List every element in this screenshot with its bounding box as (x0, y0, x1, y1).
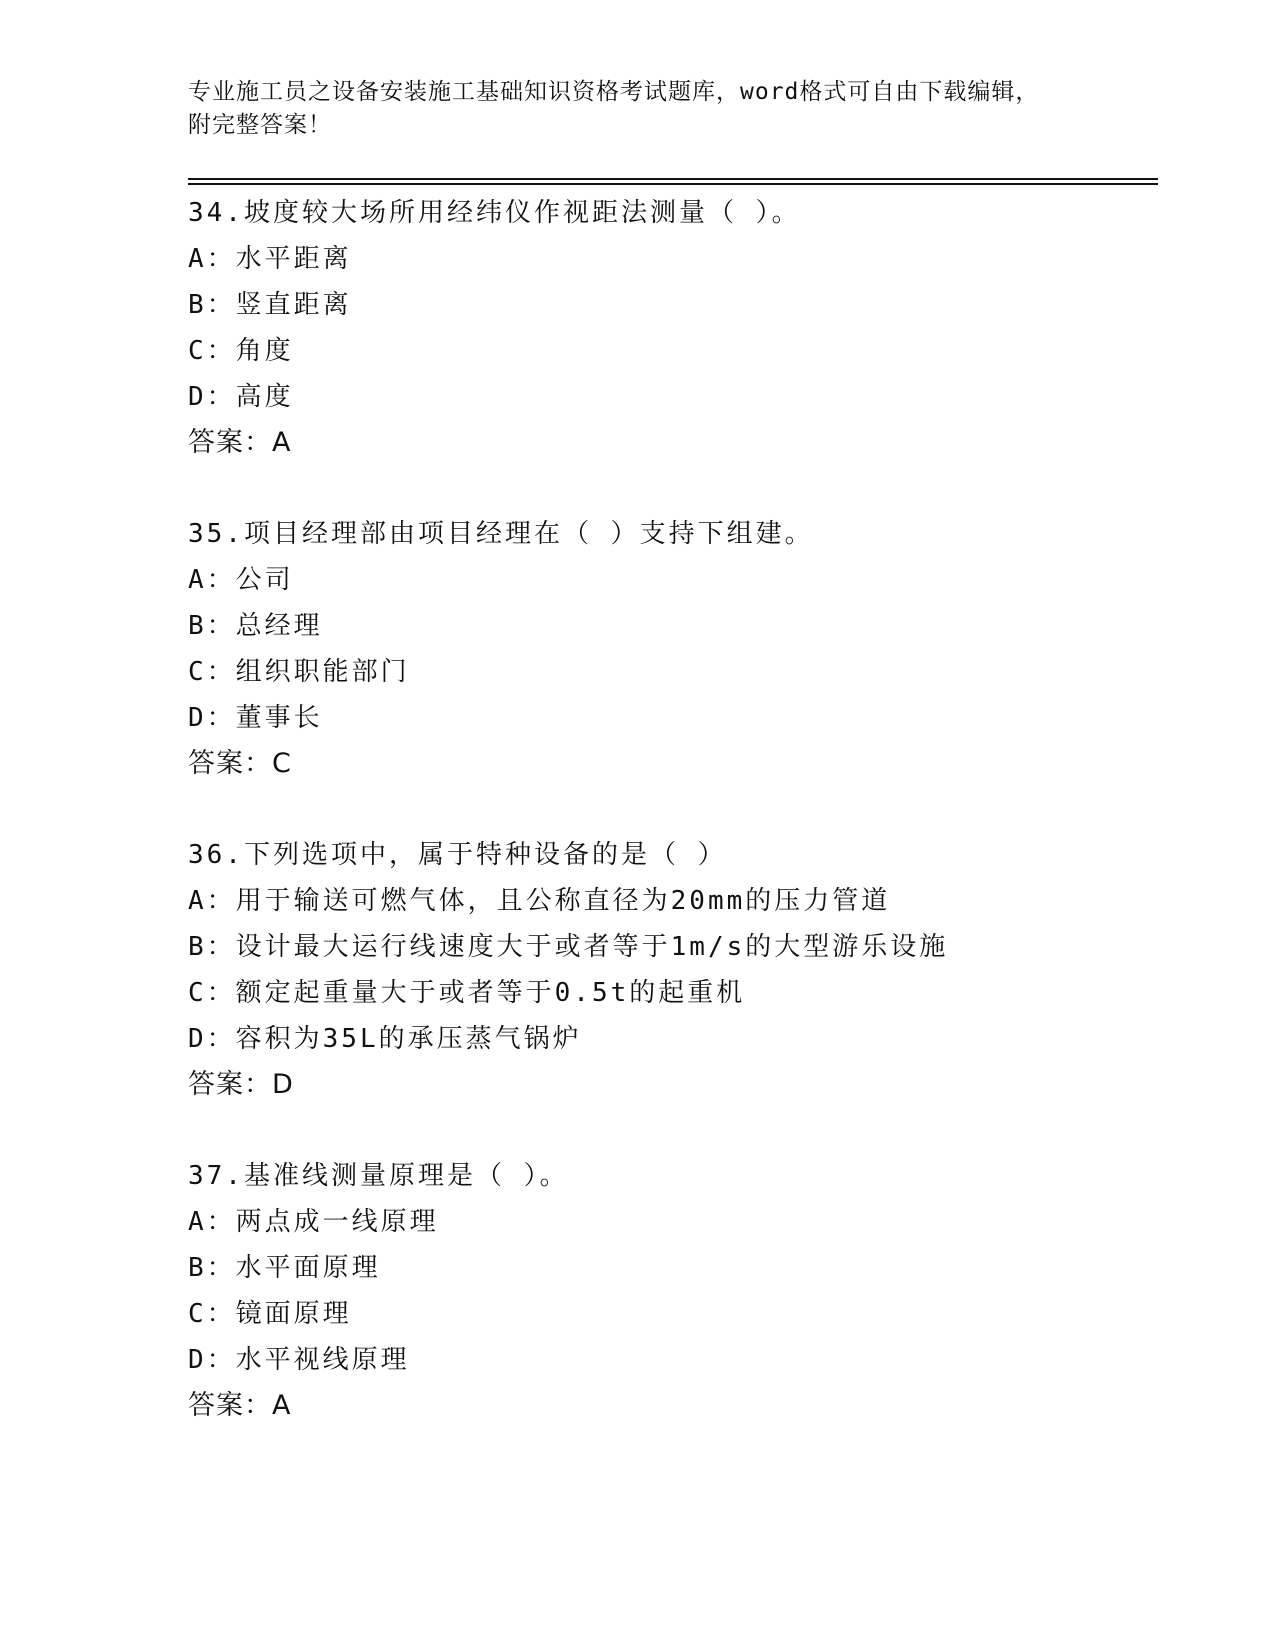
option-b: B：设计最大运行线速度大于或者等于1m/s的大型游乐设施 (188, 932, 949, 962)
option-c: C：额定起重量大于或者等于0.5t的起重机 (188, 978, 746, 1008)
header-divider-top (188, 178, 1158, 180)
header-divider-bottom (188, 183, 1158, 185)
option-d: D：水平视线原理 (188, 1345, 410, 1375)
option-a: A：水平距离 (188, 244, 352, 274)
header-line-1: 专业施工员之设备安装施工基础知识资格考试题库，word格式可自由下载编辑， (188, 79, 1040, 105)
option-c: C：镜面原理 (188, 1299, 352, 1329)
option-d: D：容积为35L的承压蒸气锅炉 (188, 1024, 582, 1054)
answer-line: 答案：C (188, 748, 292, 779)
answer-line: 答案：A (188, 1390, 292, 1421)
question-37 (188, 1153, 1168, 1429)
option-b: B：总经理 (188, 611, 323, 641)
option-b: B：水平面原理 (188, 1253, 381, 1283)
question-36 (188, 832, 1168, 1108)
question-35 (188, 511, 1168, 787)
question-stem: 36.下列选项中，属于特种设备的是（ ） (188, 840, 727, 870)
question-stem: 37.基准线测量原理是（ ）。 (188, 1161, 569, 1191)
document-header (188, 76, 1088, 142)
option-b: B：竖直距离 (188, 290, 352, 320)
answer-line: 答案：A (188, 427, 292, 458)
question-stem: 34.坡度较大场所用经纬仪作视距法测量（ ）。 (188, 198, 801, 228)
option-d: D：董事长 (188, 703, 323, 733)
header-line-2: 附完整答案！ (188, 112, 332, 138)
option-a: A：公司 (188, 565, 294, 595)
option-c: C：角度 (188, 336, 294, 366)
option-a: A：两点成一线原理 (188, 1207, 439, 1237)
option-c: C：组织职能部门 (188, 657, 410, 687)
option-d: D：高度 (188, 382, 294, 412)
answer-line: 答案：D (188, 1069, 294, 1100)
question-stem: 35.项目经理部由项目经理在（ ）支持下组建。 (188, 519, 814, 549)
option-a: A：用于输送可燃气体，且公称直径为20mm的压力管道 (188, 886, 891, 916)
question-34 (188, 190, 1168, 466)
